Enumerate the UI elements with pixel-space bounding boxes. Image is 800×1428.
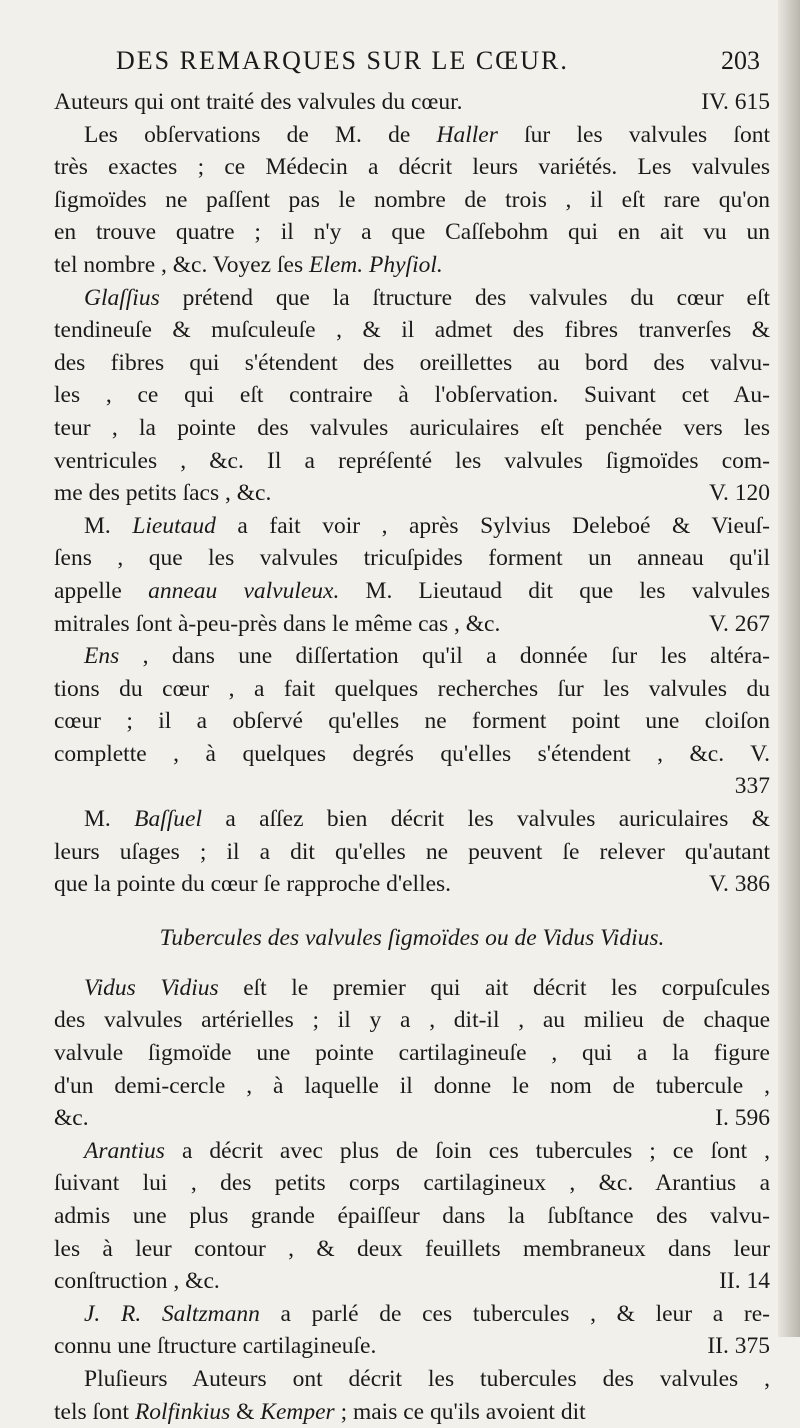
text-line (54, 86, 770, 119)
text-line (54, 608, 770, 641)
text-line (54, 1135, 770, 1168)
text-line (54, 412, 770, 445)
text-line (54, 542, 770, 575)
line-text: ; mais ce qu'ils avoient dit (334, 1398, 586, 1425)
italic-text: Vidus Vidius (84, 974, 219, 1001)
text-line (54, 1200, 770, 1233)
line-text: & (230, 1398, 261, 1425)
italic-text: Arantius (84, 1137, 165, 1164)
page-edge (778, 0, 800, 1337)
line-text: leurs uſages ; il a dit qu'elles ne peuvent ſe relever qu'autant (54, 838, 770, 865)
line-text: cœur ; il a obſervé qu'elles ne forment point une cloiſon (54, 708, 770, 735)
running-title: DES REMARQUES SUR LE CŒUR. (116, 46, 569, 75)
text-line (54, 868, 770, 901)
line-text: les , ce qui eſt contraire à l'obſervation. Suivant cet Au- (54, 382, 770, 409)
line-text: tions du cœur , a fait quelques recherches ſur les valvules du (54, 675, 770, 702)
text-line (54, 445, 770, 478)
line-text: des fibres qui s'étendent des oreillettes au bord des valvu- (54, 349, 770, 376)
text-line (54, 347, 770, 380)
text-line (54, 1167, 770, 1200)
line-text: que la pointe du cœur ſe rapproche d'elles. (54, 871, 452, 898)
text-line (54, 1070, 770, 1103)
line-text: très exactes ; ce Médecin a décrit leurs variétés. Les valvules (54, 154, 770, 181)
line-text: tel nombre , &c. Voyez ſes (54, 251, 309, 278)
text-line (54, 1330, 770, 1363)
line-text: connu une ſtructure cartilagineuſe. (54, 1333, 377, 1360)
line-text: M. Lieutaud dit que les valvules (339, 577, 770, 604)
line-text: tendineuſe & muſculeuſe , & il admet des fibres tranverſes & (54, 317, 770, 344)
italic-text: Ens (84, 643, 120, 670)
text-line (54, 1396, 770, 1428)
italic-text: Lieutaud (132, 512, 216, 539)
line-text: me des petits ſacs , &c. (54, 480, 272, 507)
section-heading: Tubercules des valvules ſigmoïdes ou de Vidus Vidius. (159, 924, 665, 951)
text-line (54, 1265, 770, 1298)
text-line (54, 184, 770, 217)
line-text: teur , la pointe des valvules auriculaires eſt penchée vers les (54, 414, 770, 441)
volume-reference: II. 375 (707, 1333, 770, 1360)
running-head (54, 44, 770, 86)
text-line (54, 151, 770, 184)
line-text: a fait voir , après Sylvius Deleboé & Vieuſ- (215, 512, 770, 539)
text-line (54, 282, 770, 315)
text-line (54, 1233, 770, 1266)
line-text: Pluſieurs Auteurs ont décrit les tubercules des valvules , (84, 1365, 770, 1392)
line-text: ſigmoïdes ne paſſent pas le nombre de trois , il eſt rare qu'on (54, 186, 770, 213)
volume-reference: I. 596 (715, 1105, 770, 1132)
page-number: 203 (721, 46, 760, 75)
text-line (54, 575, 770, 608)
italic-text: J. R. Saltzmann (84, 1300, 260, 1327)
line-text: ſens , que les valvules tricuſpides forment un anneau qu'il (54, 545, 770, 572)
line-text: a parlé de ces tubercules , & leur a re- (259, 1300, 770, 1327)
line-text: prétend que la ſtructure des valvules du cœur eſt (159, 284, 770, 311)
text-line (54, 510, 770, 543)
text-line (54, 640, 770, 673)
text-line (54, 673, 770, 706)
volume-reference: V. 267 (709, 610, 770, 637)
line-text: M. (84, 512, 133, 539)
text-line (54, 1102, 770, 1135)
line-text: admis une plus grande épaiſſeur dans la ſubſtance des valvu- (54, 1203, 770, 1229)
line-text: des valvules artérielles ; il y a , dit-il , au milieu de chaque (54, 1007, 770, 1034)
line-text: a décrit avec plus de ſoin ces tubercules ; ce ſont , (164, 1137, 770, 1164)
italic-text: Kemper (260, 1398, 335, 1425)
text-block-valvules (54, 86, 770, 901)
line-text: les à leur contour , & deux feuillets membraneux dans leur (54, 1235, 770, 1262)
text-line (54, 314, 770, 347)
italic-text: Haller (436, 121, 498, 148)
volume-reference: IV. 615 (701, 89, 770, 115)
text-line (54, 1298, 770, 1331)
line-text: Auteurs qui ont traité des valvules du cœur. (54, 89, 463, 115)
text-line (54, 119, 770, 152)
line-text: ventricules , &c. Il a repréſenté les valvules ſigmoïdes com- (54, 447, 770, 474)
volume-reference: V. 386 (709, 871, 770, 898)
text-line (54, 770, 770, 803)
text-line (54, 972, 770, 1005)
line-text: 337 (734, 773, 770, 800)
line-text: eſt le premier qui ait décrit les corpuſcules (218, 974, 770, 1001)
italic-text: Rolfinkius (134, 1398, 231, 1425)
line-text: conſtruction , &c. (54, 1268, 220, 1295)
text-line (54, 1363, 770, 1396)
text-line (54, 1004, 770, 1037)
volume-reference: II. 14 (719, 1268, 770, 1295)
text-line (54, 379, 770, 412)
line-text: ſur les valvules ſont (497, 121, 770, 148)
italic-text: Baſſuel (134, 806, 203, 833)
line-text: ſuivant lui , des petits corps cartilagineux , &c. Arantius a (54, 1170, 770, 1197)
volume-reference: V. 120 (709, 480, 770, 507)
text-line (54, 705, 770, 738)
text-line (54, 836, 770, 869)
line-text: Les obſervations de M. de (84, 121, 437, 148)
line-text: &c. (54, 1105, 89, 1132)
line-text: en trouve quatre ; il n'y a que Caſſebohm qui en ait vu un (54, 219, 770, 246)
text-line (54, 477, 770, 510)
line-text: M. (84, 806, 135, 833)
text-line (54, 803, 770, 836)
line-text: d'un demi-cercle , à laquelle il donne le nom de tubercule , (54, 1072, 770, 1099)
line-text: complette , à quelques degrés qu'elles s'étendent , &c. V. (54, 740, 770, 767)
text-line (54, 738, 770, 771)
text-line (54, 1037, 770, 1070)
line-text: appelle (54, 577, 149, 604)
line-text: tels ſont (54, 1398, 135, 1425)
text-line (54, 249, 770, 282)
italic-text: Elem. Phyſiol. (308, 251, 443, 278)
text-block-tubercules (54, 972, 770, 1428)
italic-text: anneau valvuleux. (148, 577, 340, 604)
line-text: valvule ſigmoïde une pointe cartilagineuſe , qui a la figure (54, 1040, 770, 1067)
line-text: a aſſez bien décrit les valvules auriculaires & (202, 806, 770, 833)
italic-text: Glaſſius (84, 284, 160, 311)
line-text: , dans une diſſertation qu'il a donnée ſur les altéra- (119, 643, 770, 670)
line-text: mitrales ſont à-peu-près dans le même cas , &c. (54, 610, 501, 637)
text-line (54, 216, 770, 249)
